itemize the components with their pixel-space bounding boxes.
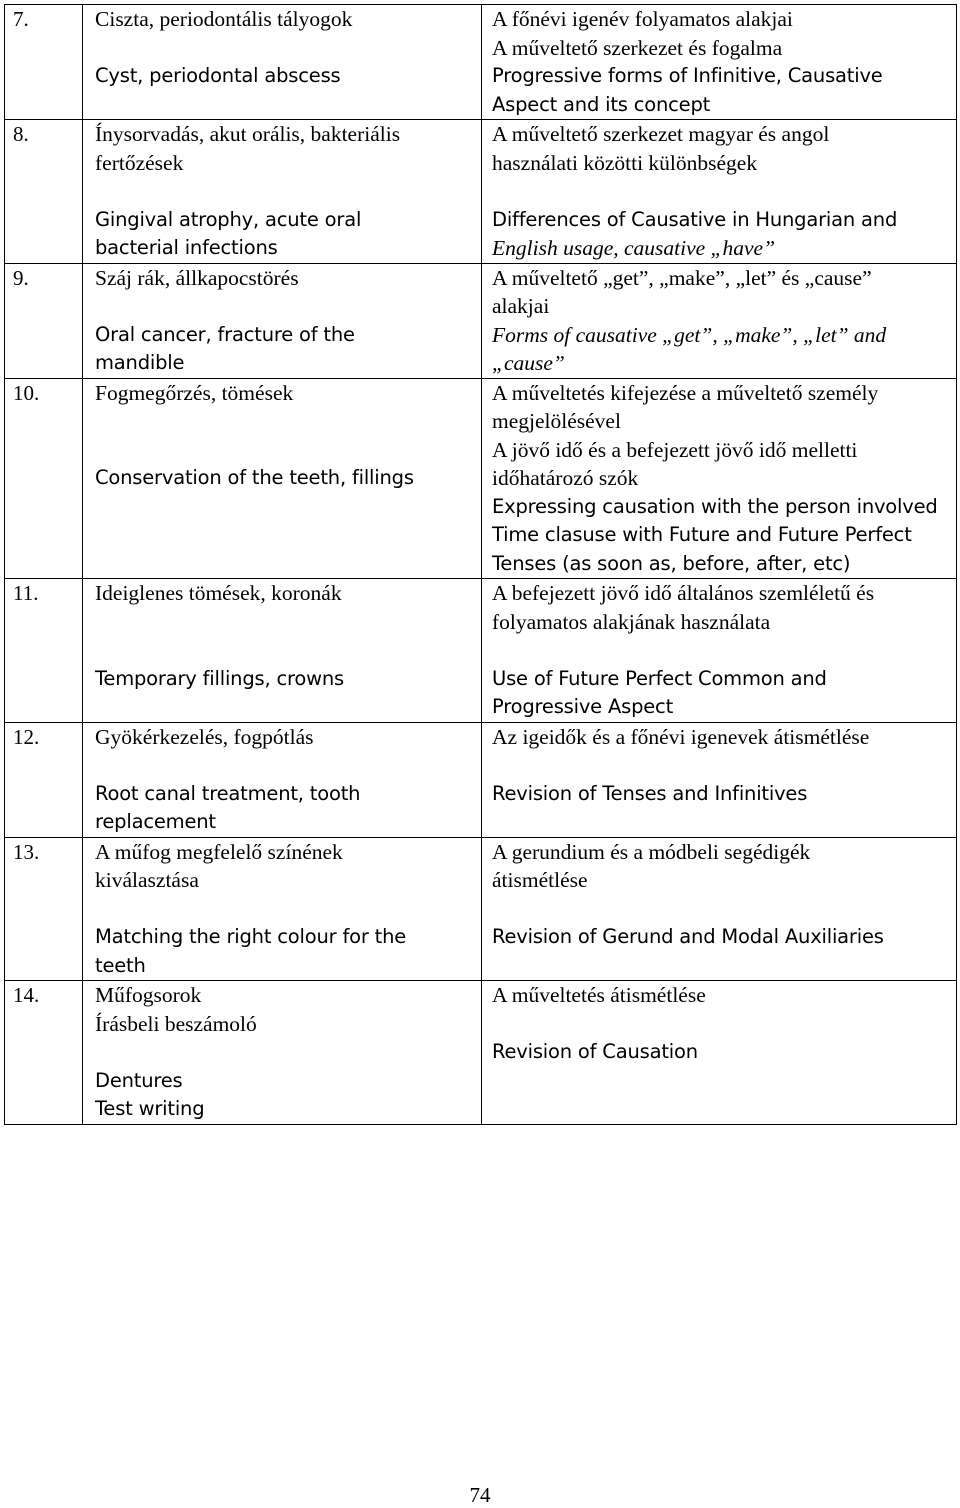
table-row <box>5 263 957 378</box>
topic-cell <box>83 837 482 981</box>
topic-english: Cyst, periodontal abscess <box>95 64 341 87</box>
grammar-hungarian: megjelölésével <box>492 409 621 433</box>
row-number: 8. <box>5 120 83 264</box>
grammar-cell <box>482 5 957 120</box>
grammar-hungarian: A műveltető szerkezet és fogalma <box>492 35 783 60</box>
row-number: 10. <box>5 378 83 579</box>
grammar-english: Revision of Causation <box>492 1040 698 1063</box>
grammar-english: Progressive Aspect <box>492 695 674 718</box>
table-row <box>5 722 957 837</box>
grammar-english: Differences of Causative in Hungarian and <box>492 207 898 231</box>
grammar-english: Aspect and its concept <box>492 92 711 116</box>
grammar-cell <box>482 837 957 981</box>
grammar-hungarian: A műveltető szerkezet magyar és angol <box>492 122 830 146</box>
topic-english: Oral cancer, fracture of the <box>95 322 355 346</box>
grammar-english: Revision of Tenses and Infinitives <box>492 781 808 805</box>
topic-hungarian: Fogmegőrzés, tömések <box>95 380 294 405</box>
topic-hungarian: Száj rák, állkapocstörés <box>95 265 299 290</box>
table-row <box>5 5 957 120</box>
grammar-hungarian: A műveltető „get”, „make”, „let” és „cause” <box>492 265 872 290</box>
row-number: 9. <box>5 263 83 378</box>
topic-english: replacement <box>95 810 216 833</box>
grammar-cell <box>482 263 957 378</box>
grammar-hungarian: A gerundium és a módbeli segédigék <box>492 839 811 864</box>
row-number: 12. <box>5 722 83 837</box>
grammar-hungarian: A műveltetés átismétlése <box>492 983 706 1007</box>
grammar-english-italic: „cause” <box>492 351 565 375</box>
topic-english: Conservation of the teeth, fillings <box>95 466 414 489</box>
table-row <box>5 837 957 981</box>
topic-english: Root canal treatment, tooth <box>95 781 361 805</box>
table-row <box>5 378 957 579</box>
row-number: 11. <box>5 579 83 723</box>
grammar-hungarian: Az igeidők és a főnévi igenevek átismétlése <box>492 724 870 749</box>
page-number: 74 <box>469 1483 491 1507</box>
topic-english: Matching the right colour for the <box>95 925 407 948</box>
row-number: 13. <box>5 837 83 981</box>
grammar-english: Revision of Gerund and Modal Auxiliaries <box>492 925 884 948</box>
grammar-english-italic: English usage, causative „have” <box>492 236 776 260</box>
grammar-hungarian: A jövő idő és a befejezett jövő idő melletti <box>492 437 858 462</box>
topic-cell <box>83 722 482 837</box>
grammar-english: Time clasuse with Future and Future Perfect <box>492 523 912 546</box>
grammar-cell <box>482 722 957 837</box>
syllabus-table <box>4 4 957 1125</box>
grammar-hungarian: használati közötti különbségek <box>492 150 758 175</box>
topic-hungarian: kiválasztása <box>95 868 199 892</box>
syllabus-table-body <box>5 5 957 1125</box>
grammar-cell <box>482 981 957 1125</box>
grammar-english-italic: Forms of causative „get”, „make”, „let” and <box>492 322 887 347</box>
topic-hungarian: A műfog megfelelő színének <box>95 839 343 864</box>
grammar-hungarian: alakjai <box>492 294 550 318</box>
topic-hungarian: fertőzések <box>95 150 184 175</box>
table-row <box>5 120 957 264</box>
grammar-hungarian: időhatározó szók <box>492 466 639 490</box>
topic-hungarian: Ideiglenes tömések, koronák <box>95 581 342 605</box>
row-number: 7. <box>5 5 83 120</box>
table-row <box>5 579 957 723</box>
topic-hungarian: Ciszta, periodontális tályogok <box>95 7 353 31</box>
topic-cell <box>83 579 482 723</box>
topic-hungarian: Műfogsorok <box>95 983 202 1007</box>
grammar-cell <box>482 378 957 579</box>
topic-english: mandible <box>95 351 185 374</box>
topic-english: bacterial infections <box>95 236 278 259</box>
topic-english: teeth <box>95 953 146 977</box>
grammar-english: Expressing causation with the person involved <box>492 494 938 518</box>
grammar-cell <box>482 120 957 264</box>
grammar-cell <box>482 579 957 723</box>
topic-hungarian: Gyökérkezelés, fogpótlás <box>95 724 314 749</box>
grammar-hungarian: A műveltetés kifejezése a műveltető személy <box>492 380 879 405</box>
topic-cell <box>83 263 482 378</box>
row-number: 14. <box>5 981 83 1125</box>
topic-cell <box>83 981 482 1125</box>
topic-english: Test writing <box>95 1097 205 1120</box>
topic-english: Dentures <box>95 1068 183 1092</box>
topic-english: Gingival atrophy, acute oral <box>95 207 362 231</box>
topic-cell <box>83 120 482 264</box>
topic-cell <box>83 378 482 579</box>
table-row <box>5 981 957 1125</box>
topic-cell <box>83 5 482 120</box>
topic-hungarian: Ínysorvadás, akut orális, bakteriális <box>95 122 401 146</box>
grammar-hungarian: folyamatos alakjának használata <box>492 609 771 634</box>
grammar-english: Progressive forms of Infinitive, Causative <box>492 64 883 87</box>
grammar-hungarian: A befejezett jövő idő általános szemléletű és <box>492 581 875 605</box>
grammar-hungarian: A főnévi igenév folyamatos alakjai <box>492 7 793 31</box>
topic-english: Temporary fillings, crowns <box>95 666 344 690</box>
grammar-english: Use of Future Perfect Common and <box>492 666 827 690</box>
grammar-hungarian: átismétlése <box>492 868 588 892</box>
topic-hungarian: Írásbeli beszámoló <box>95 1011 257 1036</box>
grammar-english: Tenses (as soon as, before, after, etc) <box>492 551 851 575</box>
